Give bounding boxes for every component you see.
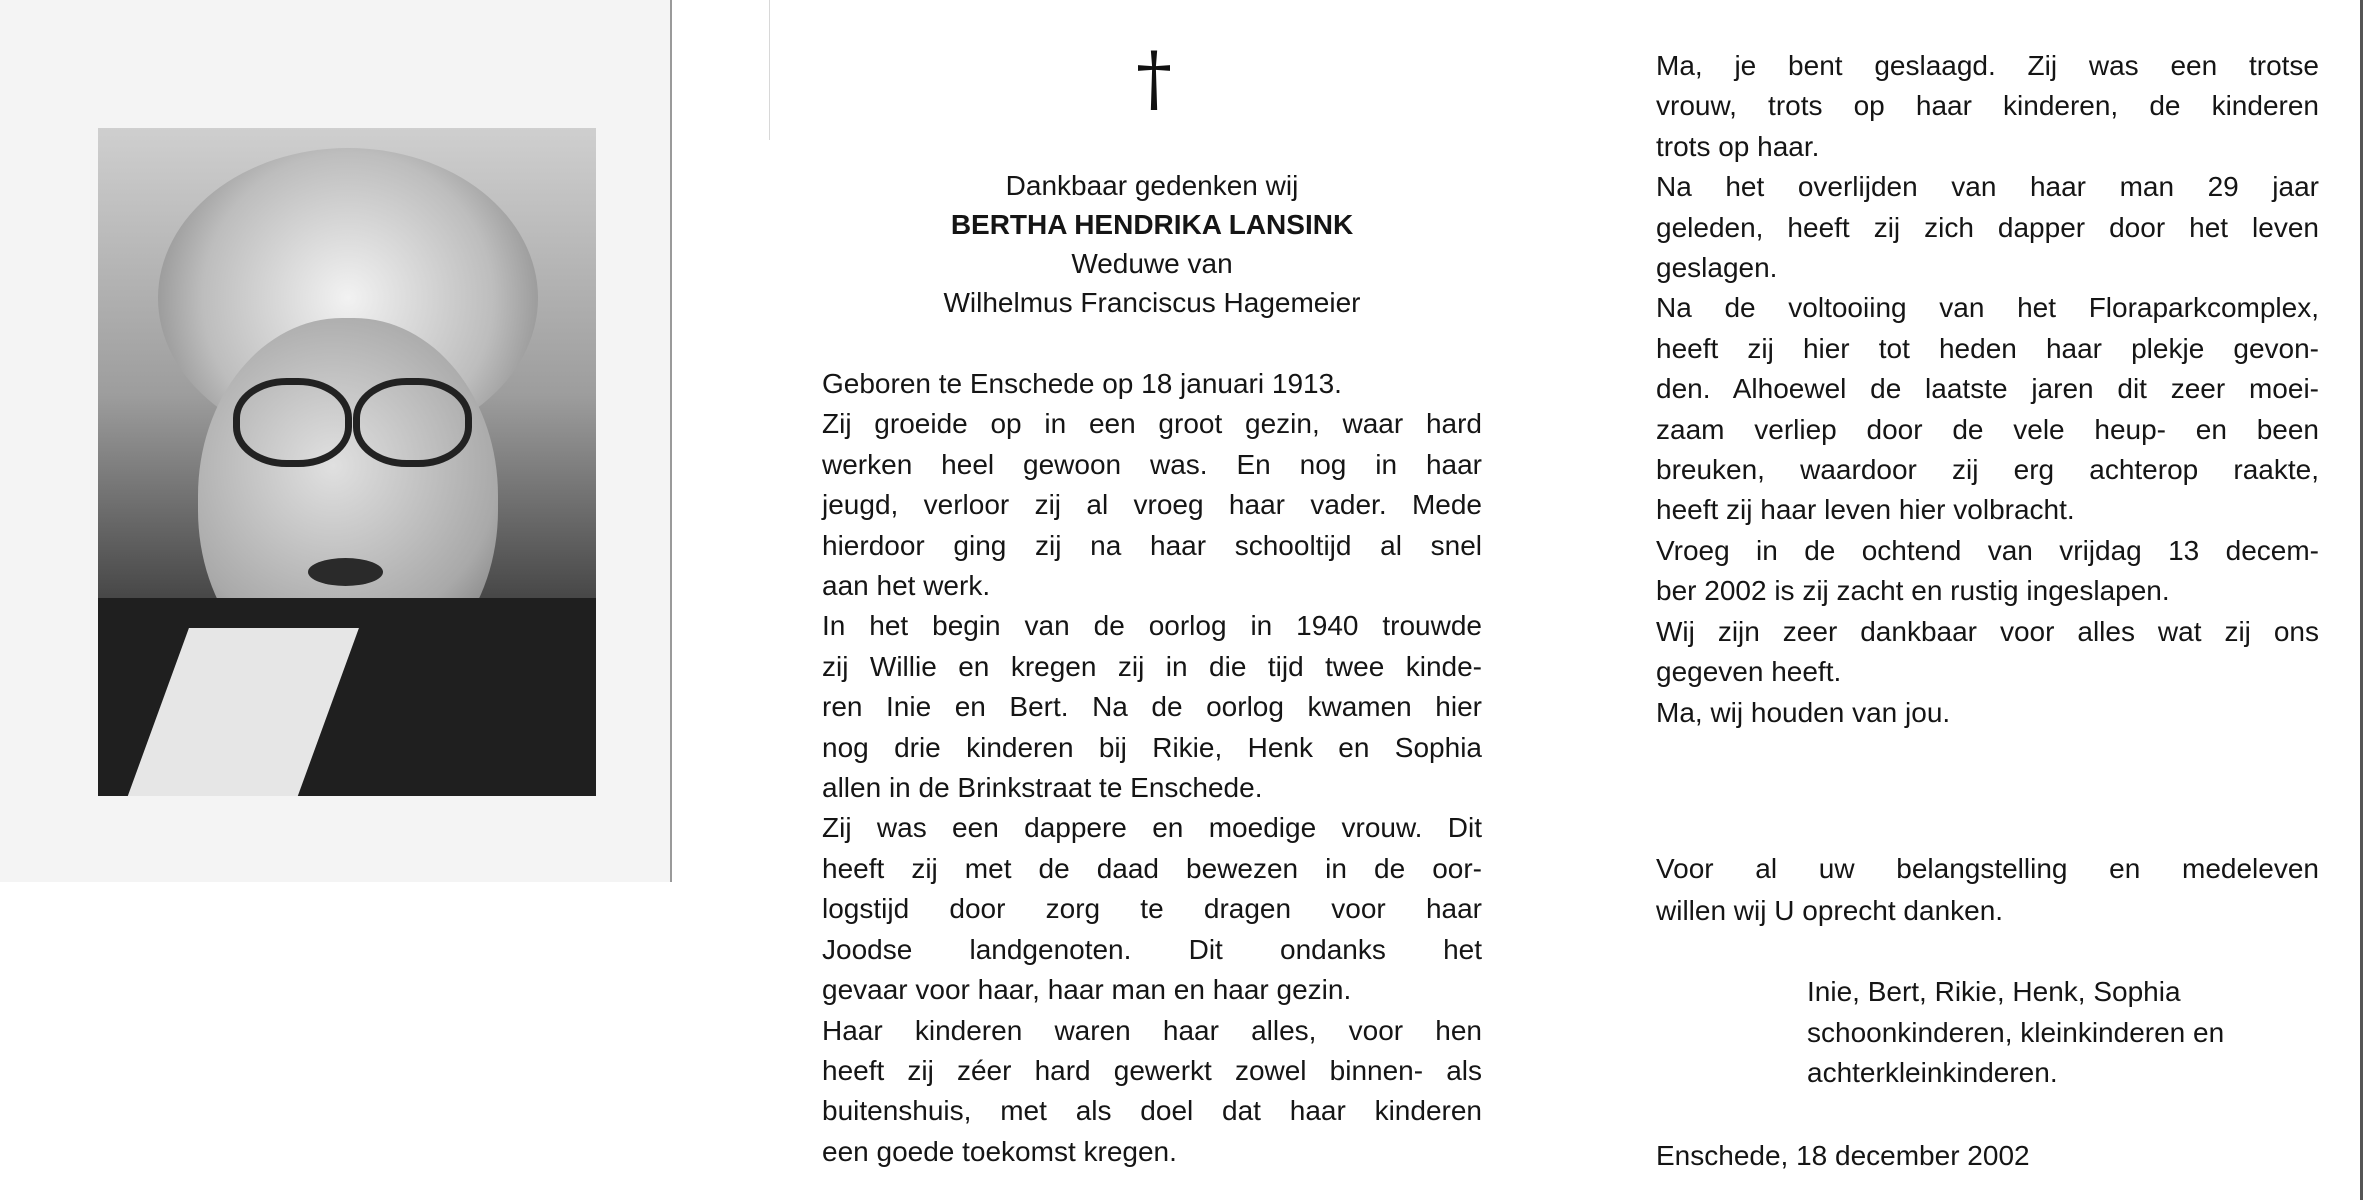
signatories — [1807, 972, 2327, 1094]
card-header — [822, 166, 1482, 322]
text-line: allen in de Brinkstraat te Enschede. — [822, 772, 1263, 804]
text-line: Voor al uw belangstelling en medeleven — [1656, 853, 2319, 884]
text-line: hierdoor ging zij na haar schooltijd al snel — [822, 529, 1482, 561]
text-line: Na het overlijden van haar man 29 jaar — [1656, 171, 2319, 203]
photo-glasses-right — [353, 378, 472, 467]
header-relation: Weduwe van — [1071, 248, 1233, 279]
text-line: gevaar voor haar, haar man en haar gezin. — [822, 974, 1352, 1006]
text-line: breuken, waardoor zij erg achterop raakte, — [1656, 454, 2319, 486]
text-line: Joodse landgenoten. Dit ondanks het — [822, 933, 1482, 965]
fold-line — [769, 0, 770, 140]
photo-glasses-left — [233, 378, 352, 467]
text-line: aan het werk. — [822, 570, 991, 602]
tribute-column — [1656, 46, 2319, 733]
signatory-line: Inie, Bert, Rikie, Henk, Sophia — [1807, 976, 2181, 1007]
text-line: jeugd, verloor zij al vroeg haar vader. Mede — [822, 489, 1482, 521]
text-line: ren Inie en Bert. Na de oorlog kwamen hier — [822, 691, 1482, 723]
text-line: Haar kinderen waren haar alles, voor hen — [822, 1014, 1482, 1046]
deceased-name: BERTHA HENDRIKA LANSINK — [950, 209, 1354, 240]
text-line: logstijd door zorg te dragen voor haar — [822, 893, 1482, 925]
text-line: Geboren te Enschede op 18 januari 1913. — [822, 368, 1342, 399]
text-line: heeft zij met de daad bewezen in de oor- — [822, 852, 1482, 884]
photo-mouth — [308, 558, 383, 586]
text-line: Zij was een dappere en moedige vrouw. Dit — [822, 812, 1482, 844]
thanks-text — [1656, 848, 2319, 932]
portrait-photo — [98, 128, 596, 796]
text-line: heeft zij zéer hard gewerkt zowel binnen- als — [822, 1054, 1482, 1086]
text-line: nog drie kinderen bij Rikie, Henk en Sophia — [822, 731, 1482, 763]
cross-icon: † — [1136, 36, 1172, 120]
place-date: Enschede, 18 december 2002 — [1656, 1140, 2030, 1171]
text-line: den. Alhoewel de laatste jaren dit zeer moei- — [1656, 373, 2319, 405]
text-line: gegeven heeft. — [1656, 656, 1842, 688]
text-line: geleden, heeft zij zich dapper door het leven — [1656, 211, 2319, 243]
text-line: Na de voltooiing van het Floraparkcomplex, — [1656, 292, 2319, 324]
text-line: heeft zij hier tot heden haar plekje gevon- — [1656, 332, 2319, 364]
text-line: In het begin van de oorlog in 1940 trouwde — [822, 610, 1482, 642]
text-line: vrouw, trots op haar kinderen, de kinderen — [1656, 90, 2319, 122]
text-line: werken heel gewoon was. En nog in haar — [822, 448, 1482, 480]
page-edge — [2360, 0, 2363, 1200]
text-line: Ma, je bent geslaagd. Zij was een trotse — [1656, 50, 2319, 81]
text-line: zij Willie en kregen zij in die tijd twee kinde- — [822, 650, 1482, 682]
signatory-line: achterkleinkinderen. — [1807, 1057, 2058, 1088]
text-line: ber 2002 is zij zacht en rustig ingeslapen. — [1656, 575, 2170, 607]
text-line: Wij zijn zeer dankbaar voor alles wat zij ons — [1656, 615, 2319, 647]
biography-column — [822, 364, 1482, 1172]
spouse-name: Wilhelmus Franciscus Hagemeier — [943, 287, 1361, 318]
text-line: heeft zij haar leven hier volbracht. — [1656, 494, 2075, 526]
signatory-line: schoonkinderen, kleinkinderen en — [1807, 1016, 2225, 1048]
text-line: Zij groeide op in een groot gezin, waar hard — [822, 408, 1482, 440]
text-line: een goede toekomst kregen. — [822, 1135, 1177, 1167]
text-line: willen wij U oprecht danken. — [1656, 895, 2004, 926]
text-line: trots op haar. — [1656, 130, 1820, 162]
text-line: buitenshuis, met als doel dat haar kinderen — [822, 1095, 1482, 1127]
text-line: geslagen. — [1656, 252, 1778, 284]
text-line: Ma, wij houden van jou. — [1656, 696, 1951, 728]
panel-divider — [670, 0, 672, 882]
text-line: zaam verliep door de vele heup- en been — [1656, 413, 2319, 445]
header-intro: Dankbaar gedenken wij — [1005, 170, 1299, 201]
text-line: Vroeg in de ochtend van vrijdag 13 decem- — [1656, 534, 2319, 566]
